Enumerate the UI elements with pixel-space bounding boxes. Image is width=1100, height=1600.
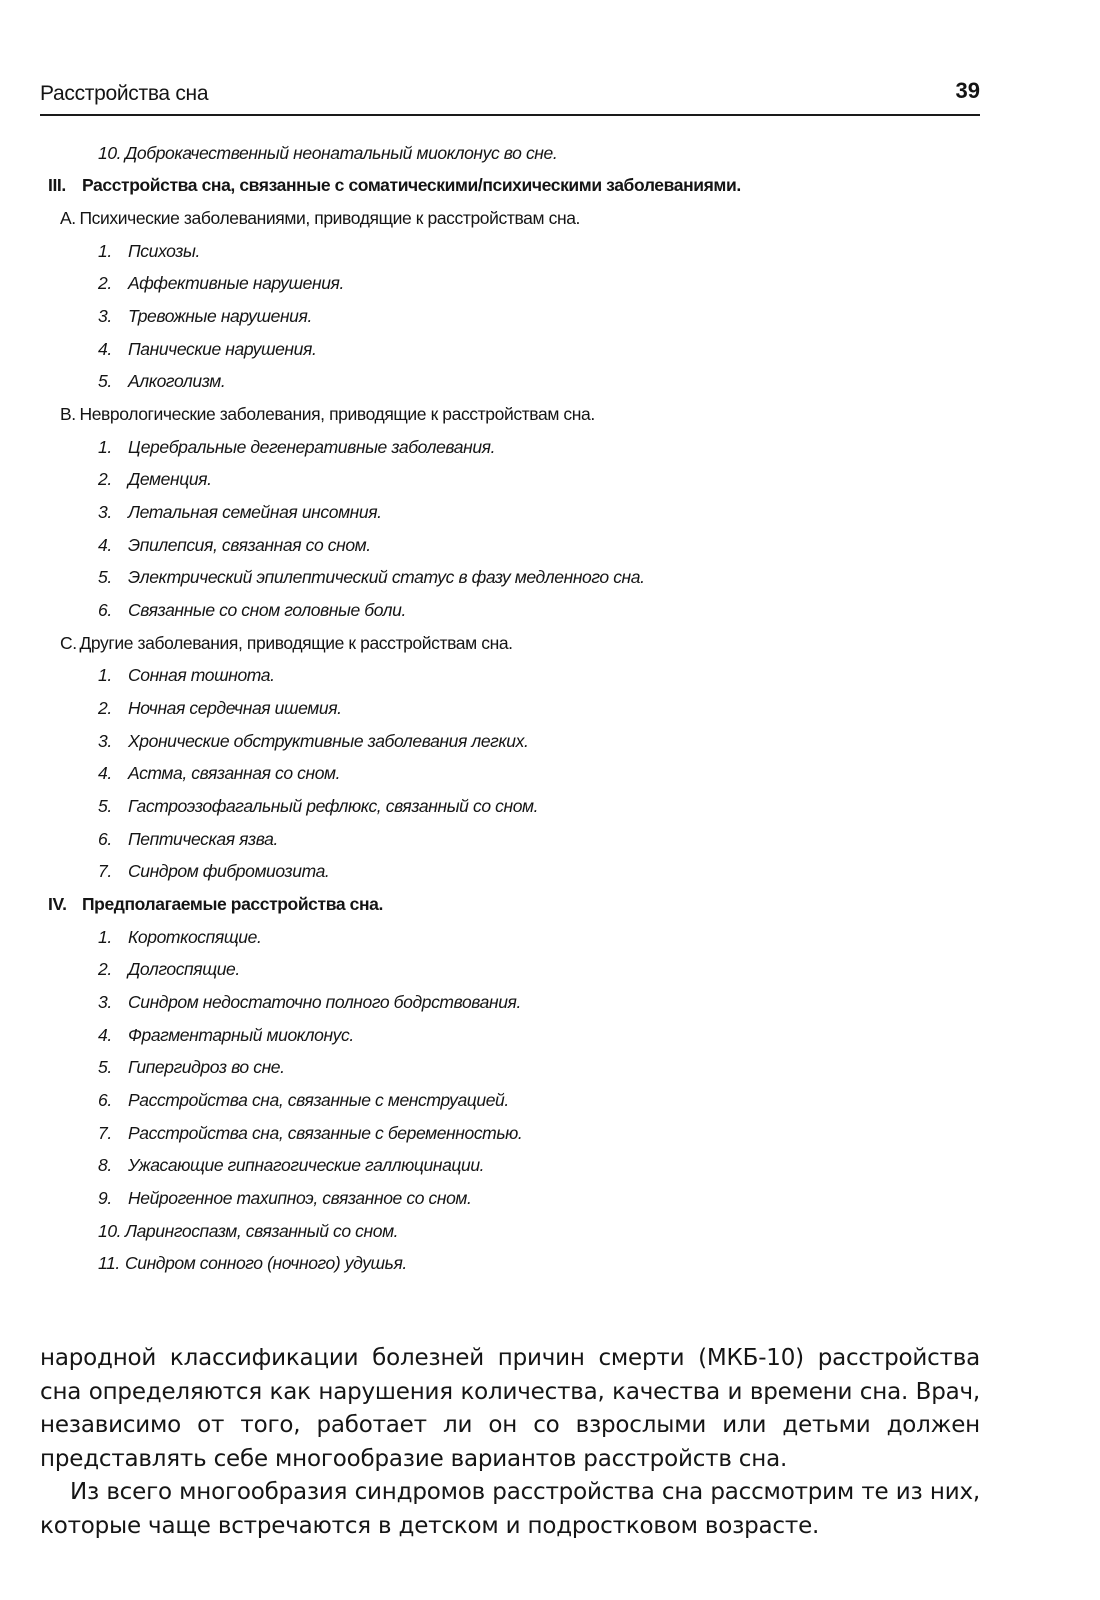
list-item: 7. Расстройства сна, связанные с беременностью. — [98, 1123, 523, 1143]
paragraph: народной классификации болезней причин смерти (МКБ-10) расстройства сна определяются как нарушения количества, качества и времени сна. Врач, независимо от того, работает ли он со взрослыми или детьми должен представлять себе многообразие вариантов расстройств сна. — [40, 1345, 980, 1472]
list-item: 4. Фрагментарный миоклонус. — [98, 1025, 354, 1045]
list-item: 1. Короткоспящие. — [98, 927, 262, 947]
list-item: 1. Церебральные дегенеративные заболевания. — [98, 437, 496, 457]
list-item: 2. Аффективные нарушения. — [98, 273, 344, 293]
list-item: 9. Нейрогенное тахипноэ, связанное со сном. — [98, 1188, 472, 1208]
list-item: 3. Хронические обструктивные заболевания легких. — [98, 731, 529, 751]
page-header — [40, 74, 980, 116]
list-item: 2. Ночная сердечная ишемия. — [98, 698, 342, 718]
list-item: 2. Долгоспящие. — [98, 959, 240, 979]
subsection-heading-b: B. Неврологические заболевания, приводящие к расстройствам сна. — [60, 404, 595, 424]
list-item: 3. Тревожные нарушения. — [98, 306, 312, 326]
list-item: 6. Связанные со сном головные боли. — [98, 600, 406, 620]
subsection-heading-a: A. Психические заболеваниями, приводящие к расстройствам сна. — [60, 208, 581, 228]
list-item: 8. Ужасающие гипнагогические галлюцинации. — [98, 1155, 485, 1175]
list-item: 3. Летальная семейная инсомния. — [98, 502, 382, 522]
running-title: Расстройства сна — [40, 82, 209, 105]
list-item: 6. Пептическая язва. — [98, 829, 278, 849]
list-item: 2. Деменция. — [98, 469, 212, 489]
list-item: 5. Гипергидроз во сне. — [98, 1057, 285, 1077]
list-item: 6. Расстройства сна, связанные с менструацией. — [98, 1090, 509, 1110]
body-text — [40, 1342, 980, 1543]
paragraph: Из всего многообразия синдромов расстройства сна рассмотрим те из них, которые чаще встречаются в детском и подростковом возрасте. — [40, 1479, 980, 1539]
list-item: 4. Панические нарушения. — [98, 339, 317, 359]
section-heading-3: III. Расстройства сна, связанные с соматическими/психическими заболеваниями. — [48, 175, 741, 195]
list-item: 5. Алкоголизм. — [98, 371, 226, 391]
list-item: 7. Синдром фибромиозита. — [98, 861, 330, 881]
list-item: 11. Синдром сонного (ночного) удушья. — [98, 1253, 407, 1273]
list-item: 1. Сонная тошнота. — [98, 665, 275, 685]
list-item: 1. Психозы. — [98, 241, 200, 261]
list-item: 5. Электрический эпилептический статус в фазу медленного сна. — [98, 567, 645, 587]
list-item: 10. Доброкачественный неонатальный миоклонус во сне. — [98, 143, 558, 163]
list-item: 10. Ларингоспазм, связанный со сном. — [98, 1221, 399, 1241]
page-number: 39 — [955, 78, 980, 103]
list-item: 4. Эпилепсия, связанная со сном. — [98, 535, 371, 555]
section-heading-4: IV. Предполагаемые расстройства сна. — [48, 894, 383, 914]
list-item: 4. Астма, связанная со сном. — [98, 763, 341, 783]
subsection-heading-c: C. Другие заболевания, приводящие к расстройствам сна. — [60, 633, 513, 653]
list-item: 3. Синдром недостаточно полного бодрствования. — [98, 992, 521, 1012]
list-item: 5. Гастроэзофагальный рефлюкс, связанный со сном. — [98, 796, 539, 816]
